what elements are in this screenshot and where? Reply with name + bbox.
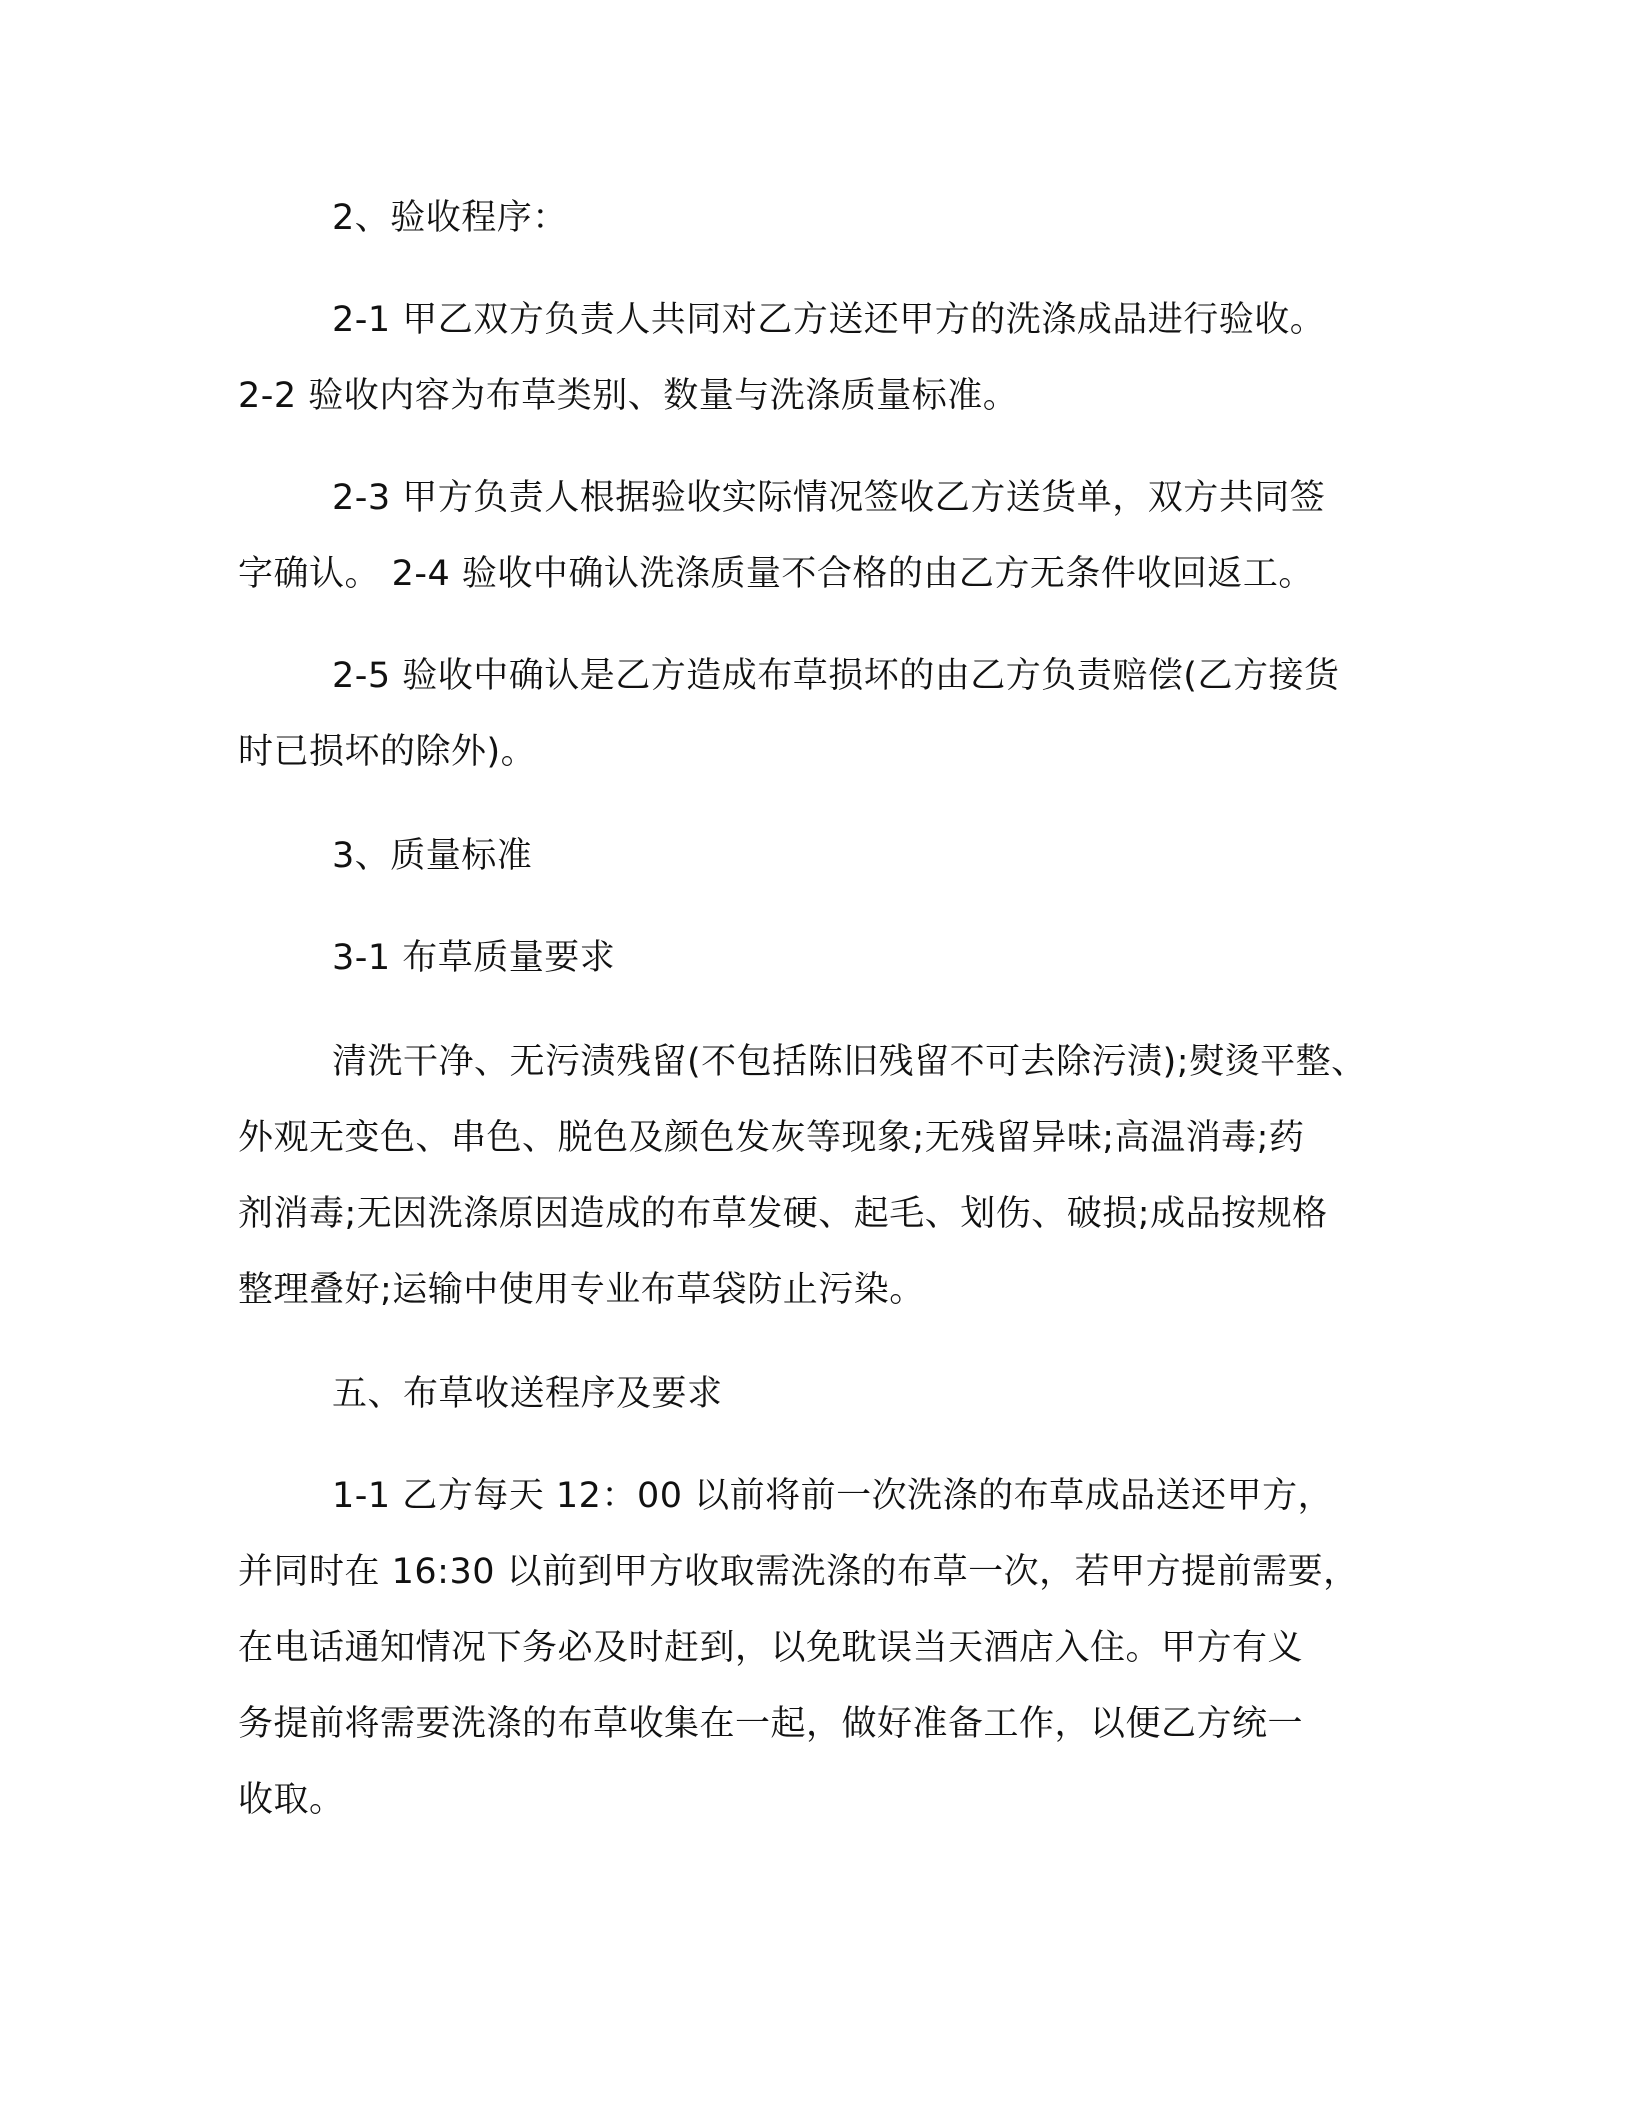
clause-2-3-line-1: 2-3 甲方负责人根据验收实际情况签收乙方送货单，双方共同签 <box>332 478 1326 518</box>
section-heading-linen-delivery: 五、布草收送程序及要求 <box>332 1374 723 1414</box>
section-heading-quality-standard: 3、质量标准 <box>332 836 533 876</box>
clause-1-1-line-3: 在电话通知情况下务必及时赶到，以免耽误当天酒店入住。甲方有义 <box>238 1628 1304 1668</box>
clause-1-1-line-2: 并同时在 16:30 以前到甲方收取需洗涤的布草一次，若甲方提前需要， <box>238 1552 1359 1592</box>
quality-paragraph-line-2: 外观无变色、串色、脱色及颜色发灰等现象;无残留异味;高温消毒;药 <box>238 1118 1305 1158</box>
clause-2-5-line-1: 2-5 验收中确认是乙方造成布草损坏的由乙方负责赔偿(乙方接货 <box>332 656 1340 696</box>
quality-paragraph-line-3: 剂消毒;无因洗涤原因造成的布草发硬、起毛、划伤、破损;成品按规格 <box>238 1194 1328 1234</box>
quality-paragraph-line-4: 整理叠好;运输中使用专业布草袋防止污染。 <box>238 1270 925 1310</box>
clause-1-1-line-4: 务提前将需要洗涤的布草收集在一起，做好准备工作，以便乙方统一 <box>238 1704 1304 1744</box>
clause-2-2: 2-2 验收内容为布草类别、数量与洗涤质量标准。 <box>238 376 1019 416</box>
clause-2-1: 2-1 甲乙双方负责人共同对乙方送还甲方的洗涤成品进行验收。 <box>332 300 1326 340</box>
clause-2-5-line-2: 时已损坏的除外)。 <box>238 732 537 772</box>
clause-3-1-heading: 3-1 布草质量要求 <box>332 938 616 978</box>
clause-2-3-line-2: 字确认。 2-4 验收中确认洗涤质量不合格的由乙方无条件收回返工。 <box>238 554 1314 594</box>
clause-1-1-line-5: 收取。 <box>238 1780 345 1820</box>
section-heading-acceptance-procedure: 2、验收程序： <box>332 198 568 238</box>
clause-1-1-line-1: 1-1 乙方每天 12：00 以前将前一次洗涤的布草成品送还甲方， <box>332 1476 1334 1516</box>
quality-paragraph-line-1: 清洗干净、无污渍残留(不包括陈旧残留不可去除污渍);熨烫平整、 <box>332 1042 1367 1082</box>
